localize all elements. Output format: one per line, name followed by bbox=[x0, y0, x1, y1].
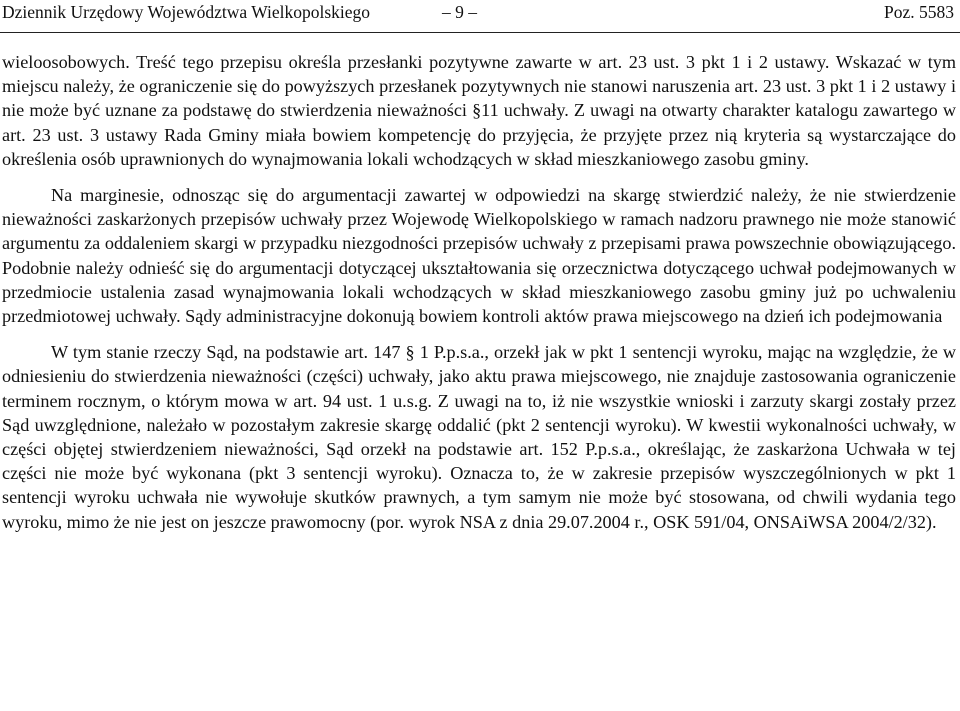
page-header bbox=[0, 0, 960, 33]
journal-title: Dziennik Urzędowy Województwa Wielkopolskiego bbox=[2, 2, 371, 22]
paragraph-continuation: wieloosobowych. Treść tego przepisu określa przesłanki pozytywne zawarte w art. 23 ust. 3 pkt 1 i 2 ustawy. Wskazać w tym miejscu należy, że ograniczenie się do powyższych przesłanek pozytywnych nie stanowi naruszenia art. 23 ust. 3 pkt 1 i 2 ustawy i nie może być uznane za podstawę do stwierdzenia nieważności §11 uchwały. Z uwagi na otwarty charakter katalogu zawartego w art. 23 ust. 3 ustawy Rada Gminy miała bowiem kompetencję do przyjęcia, że przyjęte przez nią kryteria są wystarczające do określenia osób uprawnionych do wynajmowania lokali wchodzących w skład mieszkaniowego zasobu gminy. bbox=[2, 52, 956, 169]
page-number: – 9 – bbox=[442, 2, 477, 22]
document-body bbox=[2, 50, 956, 534]
paragraph-ruling: W tym stanie rzeczy Sąd, na podstawie art. 147 § 1 P.p.s.a., orzekł jak w pkt 1 sentencji wyroku, mając na względzie, że w odniesieniu do stwierdzenia nieważności (części) uchwały, jako aktu prawa miejscowego, nie znajduje zastosowania ograniczenie terminem rocznym, o którym mowa w art. 94 ust. 1 u.s.g. Z uwagi na to, iż nie wszystkie wnioski i zarzuty skargi zostały przez Sąd uwzględnione, należało w pozostałym zakresie skargę oddalić (pkt 2 sentencji wyroku). W kwestii wykonalności uchwały, w części objętej stwierdzeniem nieważności, Sąd orzekł na podstawie art. 152 P.p.s.a., określając, że zaskarżona Uchwała w tej części nie może być wykonana (pkt 3 sentencji wyroku). Oznacza to, że w zakresie przepisów wyszczególnionych w pkt 1 sentencji wyroku uchwała nie wywołuje skutków prawnych, a tym samym nie może być stosowana, od chwili wydania tego wyroku, mimo że nie jest on jeszcze prawomocny (por. wyrok NSA z dnia 29.07.2004 r., OSK 591/04, ONSAiWSA 2004/2/32). bbox=[2, 342, 956, 532]
paragraph-margin-note: Na marginesie, odnosząc się do argumentacji zawartej w odpowiedzi na skargę stwierdzić należy, że nie stwierdzenie nieważności zaskarżonych przepisów uchwały przez Wojewodę Wielkopolskiego w ramach nadzoru prawnego nie może stanowić argumentu za oddaleniem skargi w przypadku niezgodności przepisów uchwały z przepisami prawa powszechnie obowiązującego. Podobnie należy odnieść się do argumentacji dotyczącej ukształtowania się orzecznictwa dotyczącego uchwał podejmowanych w przedmiocie ustalenia zasad wynajmowania lokali wchodzących w skład mieszkaniowego zasobu gminy już po uchwaleniu przedmiotowej uchwały. Sądy administracyjne dokonują bowiem kontroli aktów prawa miejscowego na dzień ich podejmowania bbox=[2, 185, 956, 327]
position-number: Poz. 5583 bbox=[884, 2, 954, 22]
